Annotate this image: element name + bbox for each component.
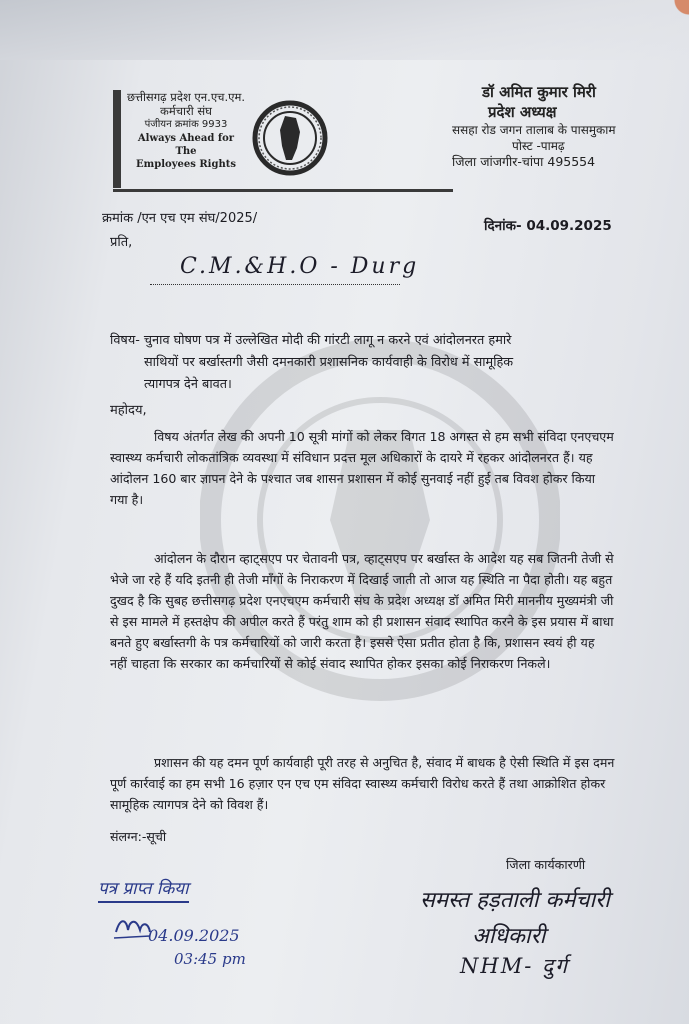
subject-line2: साथियों पर बर्खास्तगी जैसी दमनकारी प्रशासनिक कार्यवाही के विरोध में सामूहिक (144, 355, 514, 370)
received-time: 03:45 pm (174, 950, 246, 968)
org-name-line1: छत्तीसगढ़ प्रदेश एन.एच.एम. (126, 90, 246, 104)
letter-date: दिनांक- 04.09.2025 (484, 218, 612, 234)
tagline-line2: Employees Rights (136, 159, 236, 170)
org-name-line2: कर्मचारी संघ (160, 104, 212, 118)
subject-line1: विषय- चुनाव घोषण पत्र में उल्लेखित मोदी की गांरटी लागू न करने एवं आंदोलनरत हमारे (110, 333, 512, 348)
to-label: प्रति, (110, 235, 133, 250)
signature-line1: समस्त हड़ताली कर्मचारी (420, 888, 610, 913)
body-paragraph-2: आंदोलन के दौरान व्हाट्सएप पर चेतावनी पत्र, व्हाट्सएप पर बर्खास्त के आदेश यह सब जितनी तेजी से भेजे जा रहे हैं यदि इतनी ही तेजी माँगों के निराकरण में दिखाई जाती तो आज यह स्थिति ना पैदा होती। यह बहुत दुखद है कि सुबह छत्तीसगढ़ प्रदेश एनएचएम कर्मचारी संघ के प्रदेश अध्यक्ष डॉ अमित मिरी माननीय मुख्यमंत्री जी से इस मामले में हस्तक्षेप की अपील करते हैं परंतु शाम को ही प्रशासन संवाद स्थापित करने के इस प्रयास में बाधा बनते हुए बर्खास्तगी के पत्र कर्मचारियों को जारी करता है। इससे ऐसा प्रतीत होता है कि, प्रशासन स्वयं ही यह नहीं चाहता कि सरकार का कर्मचारियों से कोई संवाद स्थापित होकर इसका कोई निराकरण निकले। (110, 551, 614, 671)
salutation: महोदय, (110, 403, 147, 418)
sender-designation: प्रदेश अध्यक्ष (488, 103, 557, 121)
letterhead-rule (113, 189, 453, 192)
recipient-handwritten: C.M.&H.O - Durg (180, 254, 420, 279)
sender-block (452, 82, 672, 170)
tagline-line1: Always Ahead for The (137, 133, 235, 157)
signature-line2: अधिकारी (472, 924, 546, 949)
body-paragraph-3: प्रशासन की यह दमन पूर्ण कार्यवाही पूरी तरह से अनुचित है, संवाद में बाधक है ऐसी स्थिति में इस दमन पूर्ण कार्रवाई का हम सभी 16 हज़ार एन एच एम संविदा स्वास्थ्य कर्मचारी विरोध करते हैं तथा आक्रोशित होकर सामूहिक त्यागपत्र देने को विवश हैं। (110, 755, 615, 812)
enclosure-label: संलग्न:-सूची (110, 829, 167, 844)
reference-number: क्रमांक /एन एच एम संघ/2025/ (102, 211, 258, 226)
received-note: पत्र प्राप्त किया (98, 876, 189, 903)
received-date: 04.09.2025 (148, 926, 240, 945)
sender-address-1: ससहा रोड जगन तालाब के पासमुकाम (452, 123, 616, 137)
subject-line3: त्यागपत्र देने बावत। (144, 377, 232, 392)
sender-name: डॉ अमित कुमार मिरी (482, 83, 596, 101)
sender-address-3: जिला जांजगीर-चांपा 495554 (452, 154, 596, 169)
watermark-seal-icon (200, 270, 560, 790)
finger-corner (649, 0, 689, 30)
registration-number: पंजीयन क्रमांक 9933 (144, 119, 228, 130)
union-logo-icon (252, 90, 328, 186)
district-executive: जिला कार्यकारणी (506, 857, 586, 872)
paper-fold-shadow (0, 0, 689, 60)
received-initial-icon (112, 910, 152, 944)
body-paragraph-1: विषय अंतर्गत लेख की अपनी 10 सूत्री मांगों को लेकर विगत 18 अगस्त से हम सभी संविदा एनएचएम स्वास्थ्य कर्मचारी लोकतांत्रिक व्यवस्था में संविधान प्रदत्त मूल अधिकारों के दायरे में रहकर आंदोलनरत हैं। यह आंदोलन 160 बार ज्ञापन देने के पश्चात जब शासन प्रशासन में कोई सुनवाई नहीं हुई तब विवश होकर किया गया है। (110, 429, 614, 507)
signature-line3: NHM- दुर्ग (460, 954, 569, 978)
letterhead-org (126, 90, 246, 171)
sender-address-2: पोस्ट -पामढ़ (512, 139, 565, 153)
